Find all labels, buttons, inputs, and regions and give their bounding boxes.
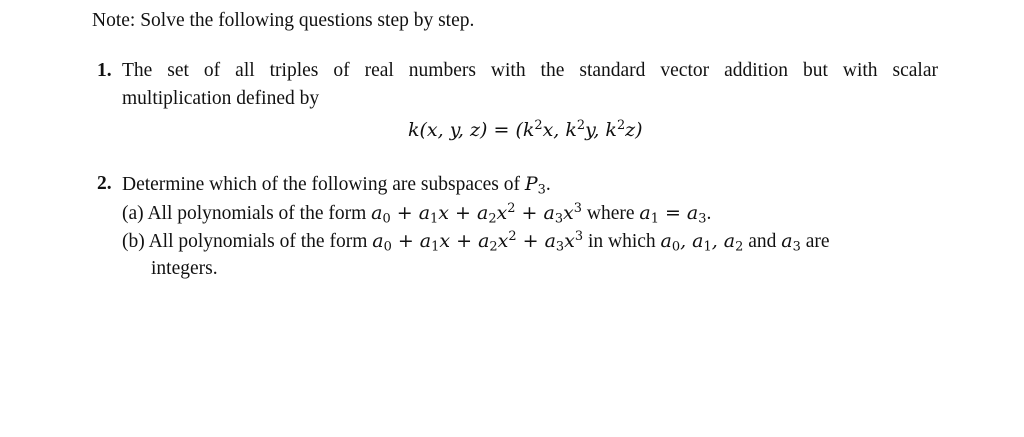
part-b-text: All polynomials of the form [148, 231, 368, 252]
part-b-label: (b) [122, 231, 145, 252]
part-a-label: (a) [122, 203, 144, 224]
part-b-line-2: integers. [151, 258, 218, 279]
part-a-text: All polynomials of the form [147, 203, 367, 224]
question-1-line-2: multiplication defined by [122, 88, 320, 109]
question-1-line-1: The set of all triples of real numbers with the standard vector addition but with scalar [122, 60, 938, 81]
part-b-are: are [805, 231, 830, 252]
question-2-part-a: (a) All polynomials of the form $a_0 + a_1x + a_2x^2 + a_3x^3$ where $a_1 = a_3$. [122, 200, 712, 227]
note-text: Note: Solve the following questions step by step. [92, 10, 475, 31]
question-2-number: 2. [97, 173, 112, 194]
question-2-part-b: (b) All polynomials of the form $a_0 + a_1x + a_2x^2 + a_3x^3$ in which $a_0$, $a_1$, $a_2$ and $a_3$ are [122, 228, 830, 255]
part-b-in-which: in which [587, 231, 656, 252]
part-a-where: where [586, 203, 635, 224]
scalar-multiplication-equation: k(x, y, $z) = (k^2x$, $k^2y$, $k^2z$) [408, 117, 643, 141]
question-1-number: 1. [97, 60, 112, 81]
question-2-text: Determine which of the following are subspaces of $P_3$. [122, 173, 551, 198]
part-b-and: and [748, 231, 777, 252]
